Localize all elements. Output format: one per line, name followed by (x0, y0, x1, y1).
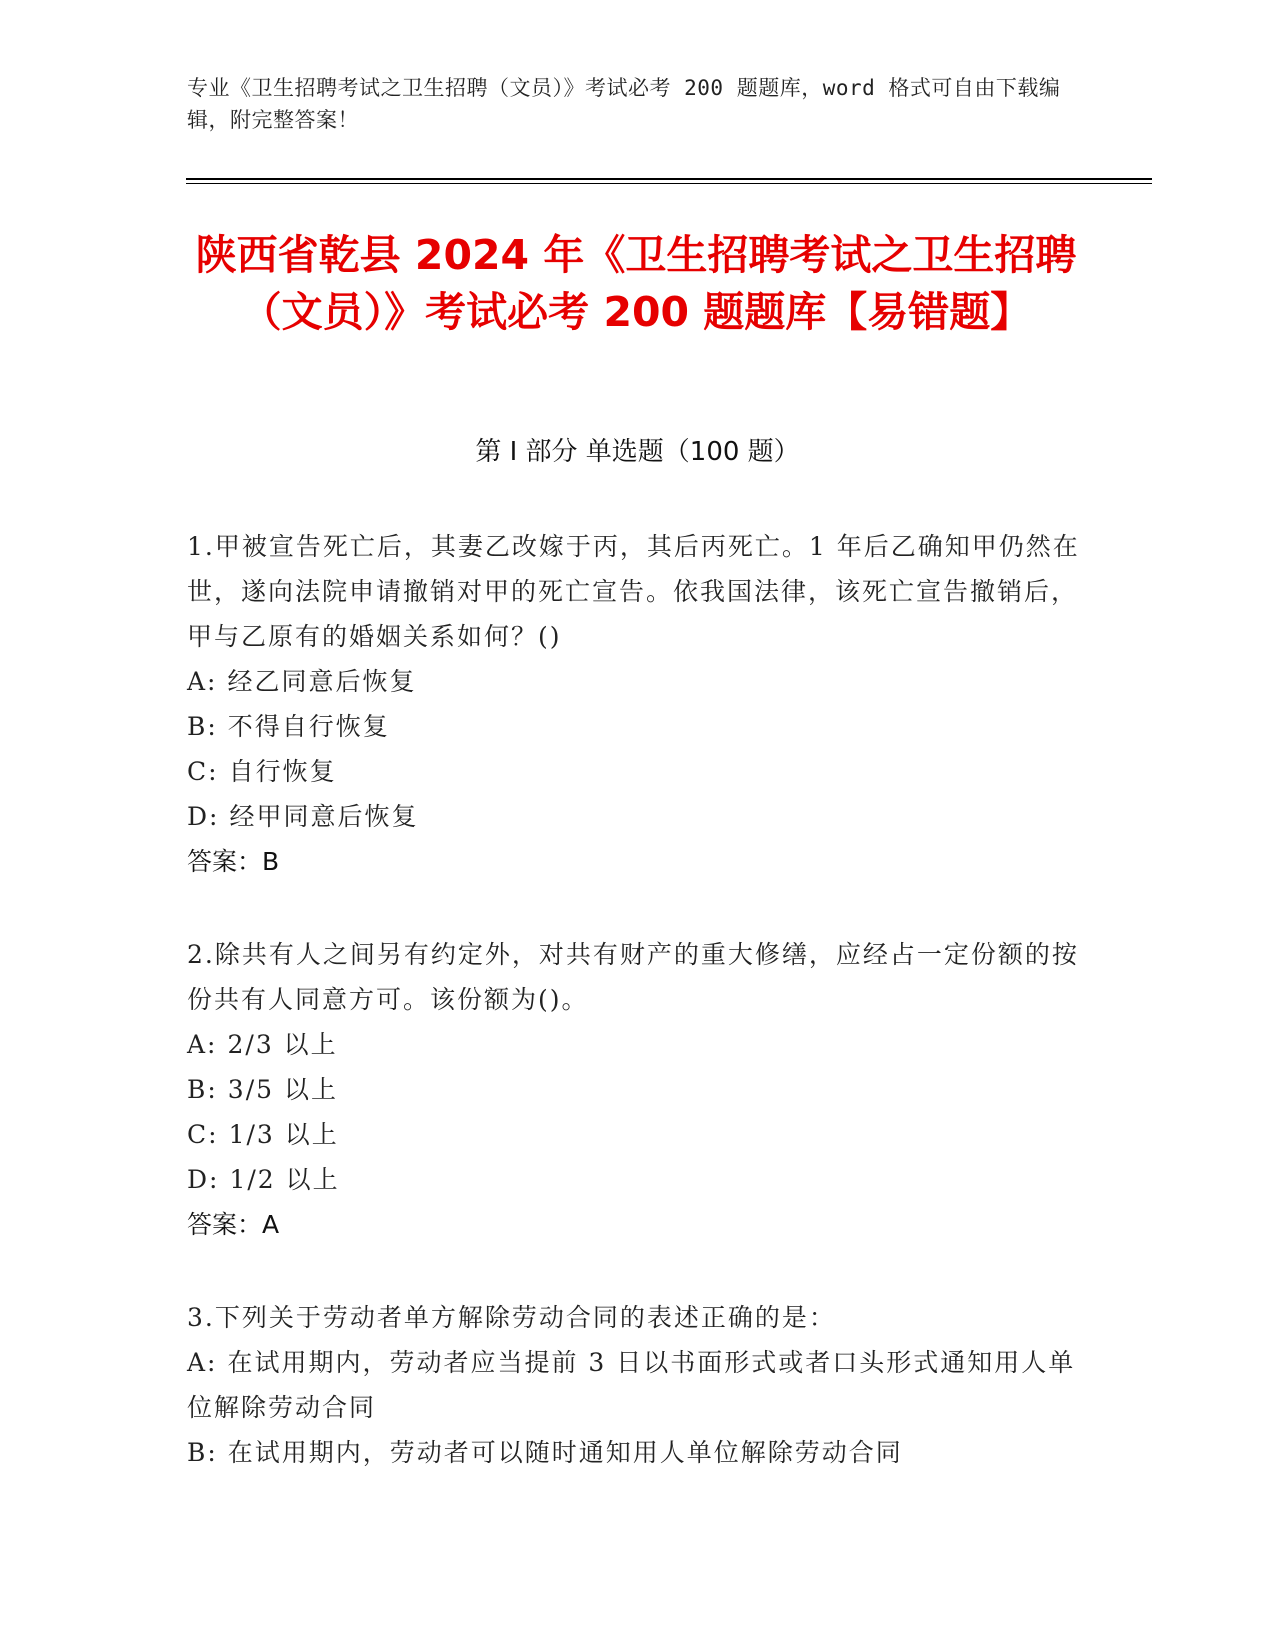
question-stem: 3.下列关于劳动者单方解除劳动合同的表述正确的是： (187, 1303, 836, 1332)
option-d (187, 1157, 1087, 1202)
option-b (187, 1067, 1087, 1112)
option-d (187, 794, 1087, 839)
option-a (187, 1340, 1087, 1430)
header-divider-thin (186, 183, 1152, 184)
option-text: 在试用期内，劳动者可以随时通知用人单位解除劳动合同 (227, 1438, 903, 1467)
option-a (187, 1022, 1087, 1067)
option-key: D: (187, 1165, 220, 1194)
option-text: 经乙同意后恢复 (227, 667, 417, 696)
option-key: C: (187, 1120, 219, 1149)
option-text: 自行恢复 (228, 757, 337, 786)
option-text: 不得自行恢复 (227, 712, 390, 741)
answer-line: 答案：B (187, 847, 280, 876)
option-key: A: (187, 1030, 218, 1059)
section-heading: 第 I 部分 单选题（100 题） (475, 437, 800, 467)
question-stem: 1.甲被宣告死亡后，其妻乙改嫁于丙，其后丙死亡。1 年后乙确知甲仍然在世，遂向法院申请撤销对甲的死亡宣告。依我国法律，该死亡宣告撤销后，甲与乙原有的婚姻关系如何？() (187, 532, 1080, 651)
question-1 (187, 524, 1087, 884)
question-2 (187, 932, 1087, 1247)
option-b (187, 1430, 1087, 1475)
option-key: B: (187, 1075, 218, 1104)
option-key: B: (187, 1438, 218, 1467)
option-text: 经甲同意后恢复 (229, 802, 419, 831)
option-key: B: (187, 712, 218, 741)
answer-line: 答案：A (187, 1210, 280, 1239)
option-key: D: (187, 802, 220, 831)
document-title: 陕西省乾县 2024 年《卫生招聘考试之卫生招聘（文员）》考试必考 200 题题库【易错题】 (195, 231, 1077, 336)
option-text: 1/2 以上 (229, 1165, 340, 1194)
question-stem: 2.除共有人之间另有约定外，对共有财产的重大修缮，应经占一定份额的按份共有人同意方可。该份额为()。 (187, 940, 1079, 1014)
option-key: A: (187, 667, 218, 696)
option-key: C: (187, 757, 219, 786)
option-b (187, 704, 1087, 749)
header-divider-thick (186, 178, 1152, 180)
option-text: 1/3 以上 (228, 1120, 339, 1149)
header-note: 专业《卫生招聘考试之卫生招聘（文员）》考试必考 200 题题库，word 格式可自由下载编辑，附完整答案！ (187, 76, 1061, 132)
question-3 (187, 1295, 1087, 1475)
option-key: A: (187, 1348, 218, 1377)
option-c (187, 749, 1087, 794)
option-a (187, 659, 1087, 704)
option-c (187, 1112, 1087, 1157)
option-text: 2/3 以上 (227, 1030, 338, 1059)
option-text: 在试用期内，劳动者应当提前 3 日以书面形式或者口头形式通知用人单位解除劳动合同 (187, 1348, 1076, 1422)
option-text: 3/5 以上 (227, 1075, 338, 1104)
